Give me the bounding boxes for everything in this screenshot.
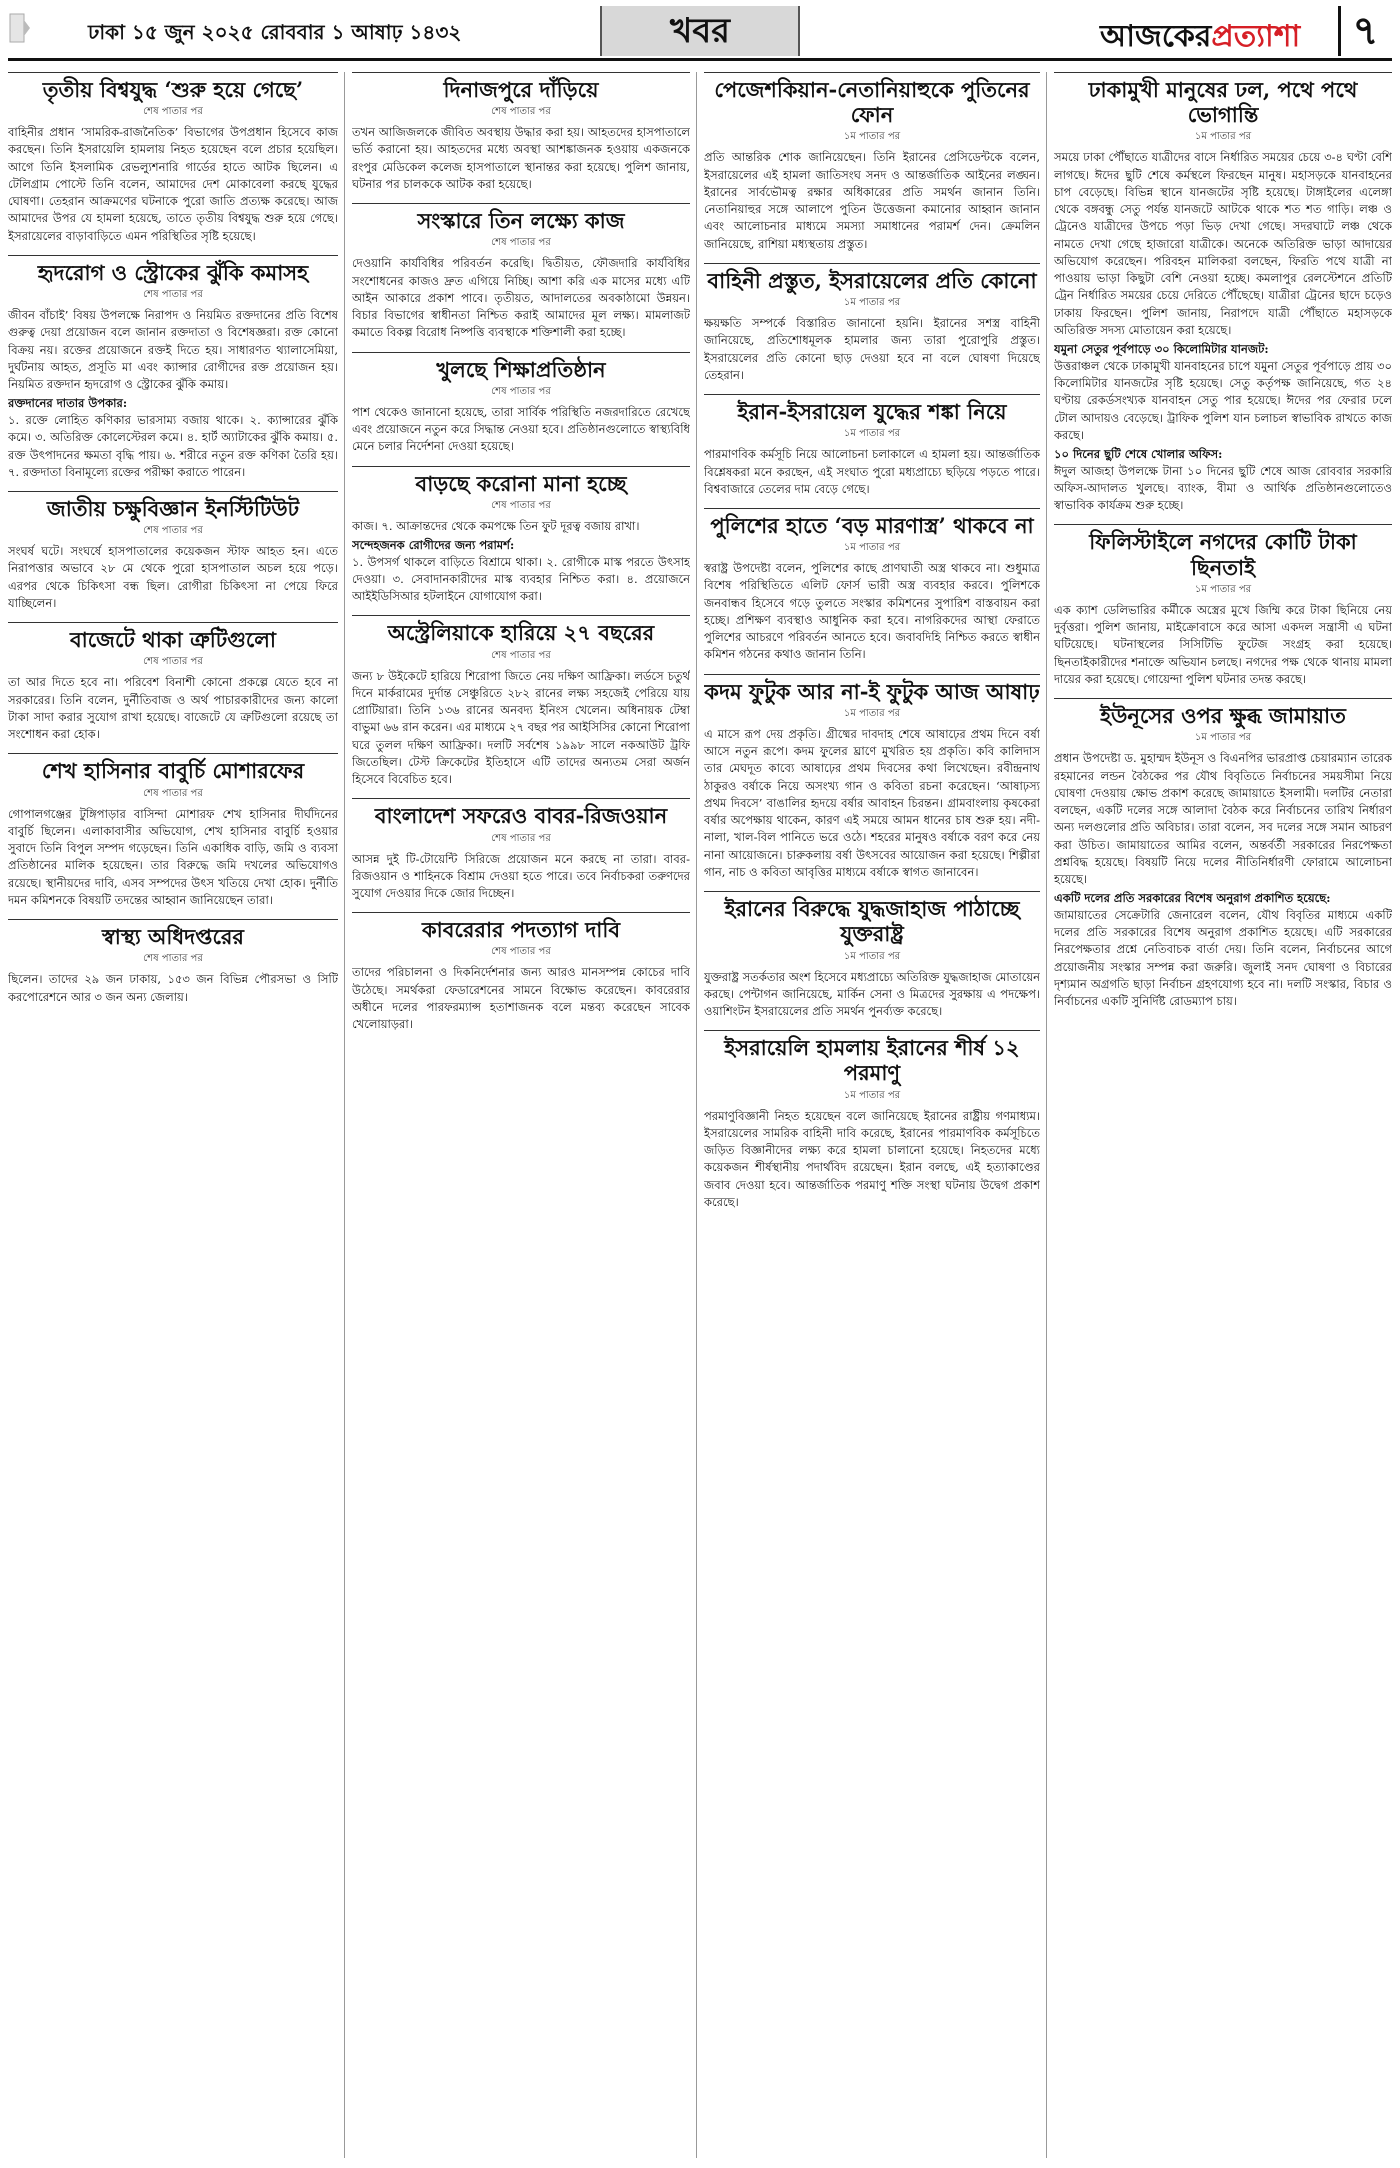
article-body: এক ক্যাশ ডেলিভারির কর্মীকে অস্ত্রের মুখে জিম্মি করে টাকা ছিনিয়ে নেয় দুর্বৃত্তরা। পুলিশ জানায়, মাইক্রোবাসে করে আসা একদল সন্ত্রাসী এ ঘটনা ঘটিয়েছে। ঘটনাস্থলের সিসিটিভি ফুটেজ সংগ্রহ করা হয়েছে। ছিনতাইকারীদের শনাক্তে অভিযান চলছে। নগদের পক্ষ থেকে থানায় মামলা দায়ের করা হয়েছে। গোয়েন্দা পুলিশ ঘটনার তদন্ত করছে। [1054,602,1392,686]
article-body: সংঘর্ষ ঘটে। সংঘর্ষে হাসপাতালের কয়েকজন স্টাফ আহত হন। এতে নিরাপত্তার অভাবে ২৮ মে থেকে পুরো হাসপাতাল অচল হয়ে পড়ে। এরপর থেকে চিকিৎসা বন্ধ ছিল। রোগীরা চিকিৎসা না পেয়ে ফিরে যাচ্ছিলেন। [8,544,338,610]
continuation-note: ১ম পাতার পর [843,542,901,554]
article-body: জন্য ৮ উইকেটে হারিয়ে শিরোপা জিতে নেয় দক্ষিণ আফ্রিকা। লর্ডসে চতুর্থ দিনে মার্করামের দুর্দান্ত সেঞ্চুরিতে ২৮২ রানের লক্ষ্য সহজেই পেরিয়ে যায় প্রোটিয়ারা। তিনি ১৩৬ রানের অনবদ্য ইনিংস খেলেন। অধিনায়ক টেম্বা বাভুমা ৬৬ রান করেন। এর মাধ্যমে ২৭ বছর পর আইসিসির কোনো শিরোপা ঘরে তুলল দক্ষিণ আফ্রিকা। দলটি সর্বশেষ ১৯৯৮ সালে নকআউট ট্রফি জিতেছিল। টেস্ট ক্রিকেটের ইতিহাসে এটি তাদের অন্যতম সেরা অর্জন হিসেবে বিবেচিত হবে। [352,668,690,787]
headline: বাহিনী প্রস্তুত, ইসরায়েলের প্রতি কোনো [704,263,1040,295]
headline: পুলিশের হাতে ‘বড় মারণাস্ত্র’ থাকবে না [704,508,1040,540]
continuation-note: শেষ পাতার পর [491,106,551,118]
article [8,491,338,612]
article-body: ক্ষয়ক্ষতি সম্পর্কে বিস্তারিত জানানো হয়নি। ইরানের সশস্ত্র বাহিনী জানিয়েছে, প্রতিশোধমূলক হামলার জন্য তারা পুরোপুরি প্রস্তুত। ইসরায়েলের প্রতি কোনো ছাড় দেওয়া হবে না বলে ঘোষণা দিয়েছে তেহরান। [704,316,1040,382]
continuation-note: ১ম পাতার পর [1194,131,1252,143]
article-body: আসন্ন দুই টি-টোয়েন্টি সিরিজে প্রয়োজন মনে করছে না তারা। বাবর-রিজওয়ান ও শাহিনকে বিশ্রাম দেওয়া হতে পারে। তবে নির্বাচকরা তরুণদের সুযোগ দেওয়ার দিকে জোর দিচ্ছেন। [352,851,690,901]
headline: জাতীয় চক্ষুবিজ্ঞান ইনস্টিটিউট [8,491,338,523]
article [352,352,690,456]
headline: ফিলিস্টাইলে নগদের কোটি টাকা ছিনতাই [1054,524,1392,581]
headline: কাবরেরার পদত্যাগ দাবি [352,912,690,944]
article-body: প্রধান উপদেষ্টা ড. মুহাম্মদ ইউনূস ও বিএনপির ভারপ্রাপ্ত চেয়ারম্যান তারেক রহমানের লন্ডন বৈঠকের পর যৌথ বিবৃতিতে নির্বাচনের সময়সীমা নিয়ে ঘোষণা দেওয়ায় ক্ষোভ প্রকাশ করেছে জামায়াতে ইসলামী। দলটির নেতারা বলছেন, একটি দলের সঙ্গে আলাদা বৈঠক করে নির্বাচনের তারিখ নির্ধারণ অন্য দলগুলোর প্রতি অবিচার। তারা বলেন, সব দলের সঙ্গে সমান আচরণ করা উচিত। জামায়াতের আমির বলেন, অন্তর্বর্তী সরকারের নিরপেক্ষতা প্রশ্নবিদ্ধ হয়েছে। বিষয়টি নিয়ে দলের নীতিনির্ধারণী ফোরামে আলোচনা হয়েছে। [1054,751,1392,887]
article-body: ১. উপসর্গ থাকলে বাড়িতে বিশ্রামে থাকা। ২. রোগীকে মাস্ক পরতে উৎসাহ দেওয়া। ৩. সেবাদানকারীদের মাস্ক ব্যবহার নিশ্চিত করা। ৪. প্রয়োজনে আইইডিসিআর হটলাইনে যোগাযোগ করা। [352,554,690,604]
article-body: এ মাসে রূপ দেয় প্রকৃতি। গ্রীষ্মের দাবদাহ শেষে আষাঢ়ের প্রথম দিনে বর্ষা আসে নতুন রূপে। কদম ফুলের ঘ্রাণে মুখরিত হয় প্রকৃতি। কবি কালিদাস তার মেঘদূত কাব্যে আষাঢ়ের প্রথম দিবসের কথা লিখেছেন। রবীন্দ্রনাথ ঠাকুরও বর্ষাকে নিয়ে অসংখ্য গান ও কবিতা রচনা করেছেন। ‘আষাঢ়স্য প্রথম দিবসে’ বাঙালির হৃদয়ে বর্ষার আবাহন চিরন্তন। গ্রামবাংলায় কৃষকেরা বর্ষার অপেক্ষায় থাকেন, কারণ এই সময়ে আমন ধানের চাষ শুরু হয়। নদী-নালা, খাল-বিল পানিতে ভরে ওঠে। শহরের মানুষও বর্ষাকে বরণ করে নেয় নানা আয়োজনে। চারুকলায় বর্ষা উৎসবের আয়োজন করা হয়েছে। শিল্পীরা গান, নাচ ও কবিতা আবৃত্তির মাধ্যমে বর্ষাকে স্বাগত জানাবেন। [704,726,1040,879]
article-body: যুক্তরাষ্ট্র সতর্কতার অংশ হিসেবে মধ্যপ্রাচ্যে অতিরিক্ত যুদ্ধজাহাজ মোতায়েন করছে। পেন্টাগন জানিয়েছে, মার্কিন সেনা ও মিত্রদের সুরক্ষায় এ পদক্ষেপ। ওয়াশিংটন ইসরায়েলের প্রতি সমর্থন পুনর্ব্যক্ত করেছে। [704,969,1040,1018]
column-2 [352,72,690,2158]
headline: ইউনূসের ওপর ক্ষুব্ধ জামায়াত [1054,698,1392,730]
continuation-note: ১ম পাতার পর [1194,732,1252,744]
headline: ইরানের বিরুদ্ধে যুদ্ধজাহাজ পাঠাচ্ছে যুক্তরাষ্ট্র [704,891,1040,948]
headline: দিনাজপুরে দাঁড়িয়ে [352,72,690,104]
article [352,203,690,341]
article-body: গোপালগঞ্জের টুঙ্গিপাড়ার বাসিন্দা মোশারফ শেখ হাসিনার দীর্ঘদিনের বাবুর্চি ছিলেন। এলাকাবাসীর অভিযোগ, শেখ হাসিনার বাবুর্চি হওয়ার সুবাদে তিনি বিপুল সম্পদ গড়েছেন। তিনি একাধিক বাড়ি, জমি ও ব্যবসা প্রতিষ্ঠানের মালিক হয়েছেন। তার বিরুদ্ধে জমি দখলের অভিযোগও রয়েছে। স্থানীয়দের দাবি, এসব সম্পদের উৎস খতিয়ে দেখা হোক। দুর্নীতি দমন কমিশনকে বিষয়টি তদন্তের আহ্বান জানিয়েছেন তারা। [8,806,338,907]
article-body: দেওয়ানি কার্যবিধির পরিবর্তন করেছি। দ্বিতীয়ত, ফৌজদারি কার্যবিধির সংশোধনের কাজও দ্রুত এগিয়ে নিচ্ছি। আশা করি এক মাসের মধ্যে এটি আইন আকারে প্রকাশ পাবে। তৃতীয়ত, আদালতের অবকাঠামো উন্নয়ন। বিচার বিভাগের স্বাধীনতা নিশ্চিত করাই আমাদের মূল লক্ষ্য। মামলাজট কমাতে বিকল্প বিরোধ নিষ্পত্তি ব্যবস্থাকে শক্তিশালী করা হচ্ছে। [352,256,690,340]
article [352,615,690,788]
continuation-note: ১ম পাতার পর [843,950,901,962]
article [704,1030,1040,1211]
headline: বাড়ছে করোনা মানা হচ্ছে [352,466,690,498]
continuation-note: ১ম পাতার পর [843,1089,901,1101]
headline: হৃদরোগ ও স্ট্রোকের ঝুঁকি কমাসহ [8,255,338,287]
article-body: পাশ থেকেও জানানো হয়েছে, তারা সার্বিক পরিস্থিতি নজরদারিতে রেখেছে এবং প্রয়োজনে নতুন করে সিদ্ধান্ত নেওয়া হবে। প্রতিষ্ঠানগুলোতে স্বাস্থ্যবিধি মেনে চলার নির্দেশনা দেওয়া হয়েছে। [352,404,690,454]
article-body: জীবন বাঁচাই’ বিষয় উপলক্ষে নিরাপদ ও নিয়মিত রক্তদানের প্রতি বিশেষ গুরুত্ব দেয়া প্রয়োজন বলে জানান রক্তদাতা ও বিশেষজ্ঞরা। রক্ত কোনো বিক্রয় নয়। রক্তের প্রয়োজনে রক্তই দিতে হয়। সাধারণত থ্যালাসেমিয়া, দুর্ঘটনায় আহত, প্রসূতি মা এবং ক্যান্সার রোগীদের রক্ত প্রয়োজন হয়। নিয়মিত রক্তদান হৃদরোগ ও স্ট্রোকের ঝুঁকি কমায়। [8,308,338,392]
column-rule [1046,72,1047,2158]
continuation-note: শেষ পাতার পর [491,499,551,511]
article [704,891,1040,1020]
article-body: পরমাণুবিজ্ঞানী নিহত হয়েছেন বলে জানিয়েছে ইরানের রাষ্ট্রীয় গণমাধ্যম। ইসরায়েলের সামরিক বাহিনী দাবি করেছে, ইরানের পারমাণবিক কর্মসূচিতে জড়িত বিজ্ঞানীদের লক্ষ্য করে হামলা চালানো হয়েছে। নিহতদের মধ্যে কয়েকজন শীর্ষস্থানীয় পদার্থবিদ রয়েছেন। ইরান বলছে, এই হত্যাকাণ্ডের জবাব দেওয়া হবে। আন্তর্জাতিক পরমাণু শক্তি সংস্থা ঘটনায় উদ্বেগ প্রকাশ করেছে। [704,1108,1040,1209]
continuation-note: শেষ পাতার পর [491,237,551,249]
continuation-note: শেষ পাতার পর [491,946,551,958]
continuation-note: শেষ পাতার পর [491,832,551,844]
headline: ইরান-ইসরায়েল যুদ্ধের শঙ্কা নিয়ে [704,394,1040,426]
masthead-divider [8,58,1392,61]
subheading: রক্তদানের দাতার উপকার: [8,396,128,411]
article-body: কাজ। ৭. আক্রান্তদের থেকে কমপক্ষে তিন ফুট দূরত্ব বজায় রাখা। [352,518,640,533]
article [352,912,690,1033]
article [352,798,690,902]
page-number: ৭ [1338,6,1390,56]
column-rule [696,72,697,2158]
continuation-note: শেষ পাতার পর [491,385,551,397]
page-turn-icon [8,12,32,44]
article-body: জামায়াতের সেক্রেটারি জেনারেল বলেন, যৌথ বিবৃতির মাধ্যমে একটি দলের প্রতি সরকারের বিশেষ অনুরাগ প্রকাশিত হয়েছে। এটি সরকারের নিরপেক্ষতার প্রশ্নে নেতিবাচক বার্তা দেয়। তিনি বলেন, নির্বাচনের আগে প্রয়োজনীয় সংস্কার সম্পন্ন করা জরুরি। জুলাই সনদ ঘোষণা ও বিচারের দৃশ্যমান অগ্রগতি ছাড়া নির্বাচন গ্রহণযোগ্য হবে না। দলটি সংস্কার, বিচার ও নির্বাচনের একটি সুনির্দিষ্ট রোডম্যাপ চায়। [1054,907,1392,1009]
article-body: স্বরাষ্ট্র উপদেষ্টা বলেন, পুলিশের কাছে প্রাণঘাতী অস্ত্র থাকবে না। শুধুমাত্র বিশেষ পরিস্থিতিতে এলিট ফোর্স ভারী অস্ত্র ব্যবহার করবে। পুলিশকে জনবান্ধব হিসেবে গড়ে তুলতে সংস্কার কমিশনের সুপারিশ বাস্তবায়ন করা হচ্ছে। প্রশিক্ষণ ব্যবস্থাও আধুনিক করা হবে। নাগরিকদের আস্থা ফেরাতে পুলিশের আচরণে পরিবর্তন আনতে হবে। জবাবদিহি নিশ্চিত করতে স্বাধীন কমিশন গঠনের কথাও জানান তিনি। [704,561,1040,662]
continuation-note: ১ম পাতার পর [1194,583,1252,595]
continuation-note: শেষ পাতার পর [143,953,203,965]
article-body: ঈদুল আজহা উপলক্ষে টানা ১০ দিনের ছুটি শেষে আজ রোববার সরকারি অফিস-আদালত খুলছে। ব্যাংক, বীমা ও আর্থিক প্রতিষ্ঠানগুলোতেও স্বাভাবিক কার্যক্রম শুরু হচ্ছে। [1054,463,1392,513]
article-body: প্রতি আন্তরিক শোক জানিয়েছেন। তিনি ইরানের প্রেসিডেন্টকে বলেন, ইসরায়েলের এই হামলা জাতিসংঘ সনদ ও আন্তর্জাতিক আইনের লঙ্ঘন। ইরানের সার্বভৌমত্ব রক্ষার অধিকারের প্রতি সমর্থন জানান তিনি। নেতানিয়াহুর সঙ্গে আলাপে পুতিন উত্তেজনা কমানোর আহ্বান জানান এবং আলোচনার মাধ্যমে সমস্যা সমাধানের পরামর্শ দেন। ক্রেমলিন জানিয়েছে, রাশিয়া মধ্যস্থতায় প্রস্তুত। [704,150,1040,251]
article [1054,72,1392,514]
headline: তৃতীয় বিশ্বযুদ্ধ ‘শুরু হয়ে গেছে’ [8,72,338,104]
column-3 [704,72,1040,2158]
subheading: ১০ দিনের ছুটি শেষে খোলার অফিস: [1054,447,1223,462]
article [704,263,1040,384]
article [8,72,338,245]
section-title: খবর [600,6,800,56]
continuation-note: শেষ পাতার পর [143,787,203,799]
masthead [0,0,1400,62]
article [8,622,338,743]
article [8,753,338,909]
article-body: তাদের পরিচালনা ও দিকনির্দেশনার জন্য আরও মানসম্পন্ন কোচের দাবি উঠেছে। সমর্থকরা ফেডারেশনের সামনে বিক্ষোভ করেছেন। কাবরেরার অধীনে দলের পারফরম্যান্স হতাশাজনক বলে মন্তব্য করেছেন সাবেক খেলোয়াড়রা। [352,965,690,1032]
article [352,72,690,193]
headline: সংস্কারে তিন লক্ষ্যে কাজ [352,203,690,235]
continuation-note: ১ম পাতার পর [843,297,901,309]
continuation-note: শেষ পাতার পর [491,649,551,661]
article-body: পারমাণবিক কর্মসূচি নিয়ে আলোচনা চলাকালে এ হামলা হয়। আন্তর্জাতিক বিশ্লেষকরা মনে করছেন, এই সংঘাত পুরো মধ্যপ্রাচ্যে ছড়িয়ে পড়তে পারে। বিশ্ববাজারে তেলের দাম বেড়ে গেছে। [704,447,1040,496]
continuation-note: শেষ পাতার পর [143,525,203,537]
headline: স্বাস্থ্য অধিদপ্তরের [8,919,338,951]
headline: বাংলাদেশ সফরেও বাবর-রিজওয়ান [352,798,690,830]
article [704,72,1040,253]
article-body: সময়ে ঢাকা পৌঁছাতে যাত্রীদের বাসে নির্ধারিত সময়ের চেয়ে ৩-৪ ঘণ্টা বেশি লাগছে। ঈদের ছুটি শেষে কর্মস্থলে ফিরছেন মানুষ। মহাসড়কে যানবাহনের চাপ বেড়েছে। বিভিন্ন স্থানে যানজটের সৃষ্টি হয়েছে। টাঙ্গাইলের এলেঙ্গা থেকে বঙ্গবন্ধু সেতু পর্যন্ত যানজটে আটকে থাকে শত শত গাড়ি। লঞ্চ ও ট্রেনেও যাত্রীদের উপচে পড়া ভিড় দেখা গেছে। সদরঘাটে লঞ্চ থেকে নামতে দেখা গেছে হাজারো যাত্রীকে। অনেকে অতিরিক্ত ভাড়া আদায়ের অভিযোগ করেছেন। পরিবহন মালিকরা বলছেন, ফিরতি পথে যাত্রী না পাওয়ায় ভাড়া কিছুটা বেশি নেওয়া হচ্ছে। কমলাপুর রেলস্টেশনে প্রতিটি ট্রেন নির্ধারিত সময়ের চেয়ে দেরিতে পৌঁছেছে। যাত্রীরা ট্রেনের ছাদে চড়েও ঢাকায় ফিরছেন। পুলিশ জানায়, নিরাপদে যাত্রী পৌঁছাতে মহাসড়কে অতিরিক্ত সদস্য মোতায়েন করা হয়েছে। [1054,150,1392,337]
article [8,919,338,1006]
headline: কদম ফুটুক আর না-ই ফুটুক আজ আষাঢ় [704,674,1040,706]
continuation-note: শেষ পাতার পর [143,656,203,668]
continuation-note: শেষ পাতার পর [143,289,203,301]
headline: পেজেশকিয়ান-নেতানিয়াহুকে পুতিনের ফোন [704,72,1040,129]
article-body: উত্তরাঞ্চল থেকে ঢাকামুখী যানবাহনের চাপে যমুনা সেতুর পূর্বপাড়ে প্রায় ৩০ কিলোমিটার যানজটের সৃষ্টি হয়েছে। সেতু কর্তৃপক্ষ জানিয়েছে, গত ২৪ ঘণ্টায় রেকর্ডসংখ্যক যানবাহন সেতু পার হয়েছে। ঈদের পর ফেরার ঢলে টোল আদায়ও বেড়েছে। ট্রাফিক পুলিশ যান চলাচল স্বাভাবিক রাখতে কাজ করছে। [1054,358,1392,442]
column-1 [8,72,338,2158]
continuation-note: ১ম পাতার পর [843,131,901,143]
logo-part-2: প্রত্যাশা [1211,19,1301,54]
article [704,394,1040,498]
article [1054,524,1392,688]
issue-date: ঢাকা ১৫ জুন ২০২৫ রোববার ১ আষাঢ় ১৪৩২ [88,20,462,44]
column-4 [1054,72,1392,2158]
article [352,466,690,606]
headline: বাজেটে থাকা ত্রুটিগুলো [8,622,338,654]
logo-part-1: আজকের [1100,19,1212,54]
headline: ঢাকামুখী মানুষের ঢল, পথে পথে ভোগান্তি [1054,72,1392,129]
subheading: সন্দেহজনক রোগীদের জন্য পরামর্শ: [352,538,515,552]
article [704,508,1040,664]
article [8,255,338,481]
article-body: তখন আজিজলকে জীবিত অবস্থায় উদ্ধার করা হয়। আহতদের হাসপাতালে ভর্তি করানো হয়। আহতদের মধ্যে অবস্থা আশঙ্কাজনক হওয়ায় একজনকে রংপুর মেডিকেল কলেজ হাসপাতালে স্থানান্তর করা হয়েছে। পুলিশ জানায়, ঘটনার পর চালককে আটক করা হয়েছে। [352,125,690,191]
article-body: ১. রক্তে লোহিত কণিকার ভারসাম্য বজায় থাকে। ২. ক্যান্সারের ঝুঁকি কমে। ৩. অতিরিক্ত কোলেস্টেরল কমে। ৪. হার্ট অ্যাটাকের ঝুঁকি কমায়। ৫. রক্ত উৎপাদনের ক্ষমতা বৃদ্ধি পায়। ৬. শরীরে নতুন রক্ত কণিকা তৈরি হয়। ৭. রক্তদাতা বিনামূল্যে রক্তের পরীক্ষা করাতে পারেন। [8,413,338,479]
continuation-note: ১ম পাতার পর [843,707,901,719]
article-body: বাহিনীর প্রধান ‘সামরিক-রাজনৈতিক’ বিভাগের উপপ্রধান হিসেবে কাজ করছেন। তিনি ইসরায়েলি হামলায় নিহত হয়েছেন বলে প্রচার হয়েছিল। আগে তিনি ইসলামিক রেভল্যুশনারি গার্ডের হাতে আটক ছিলেন। এ টেলিগ্রাম পোস্টে তিনি বলেন, আমাদের দেশ মোকাবেলা করছে যুদ্ধের ঘোষণা। তেহরান আক্রমণের ঘটনাকে পুরো জাতি প্রত্যক্ষ করেছে। আজ আমাদের উপর যে হামলা হয়েছে, তাতে তৃতীয় বিশ্বযুদ্ধ শুরু হয়ে গেছে। ইসরায়েলের বাড়াবাড়িতে এমন পরিস্থিতির সৃষ্টি হয়েছে। [8,125,338,243]
article-body: তা আর দিতে হবে না। পরিবেশ বিনাশী কোনো প্রকল্পে যেতে হবে না সরকারের। তিনি বলেন, দুর্নীতিবাজ ও অর্থ পাচারকারীদের জন্য কালো টাকা সাদা করার সুযোগ রাখা হয়েছে। বাজেটে যে ত্রুটিগুলো রয়েছে তা সংশোধন করা হোক। [8,675,338,742]
article [704,674,1040,881]
continuation-note: শেষ পাতার পর [143,106,203,118]
newspaper-logo [1100,12,1300,63]
continuation-note: ১ম পাতার পর [843,428,901,440]
subheading: যমুনা সেতুর পূর্বপাড়ে ৩০ কিলোমিটার যানজট: [1054,342,1269,357]
subheading: একটি দলের প্রতি সরকারের বিশেষ অনুরাগ প্রকাশিত হয়েছে: [1054,891,1331,906]
article [1054,698,1392,1010]
headline: খুলছে শিক্ষাপ্রতিষ্ঠান [352,352,690,384]
column-rule [344,72,345,2158]
article-body: ছিলেন। তাদের ২৯ জন ঢাকায়, ১৫৩ জন বিভিন্ন পৌরসভা ও সিটি করপোরেশনে আর ৩ জন অন্য জেলায়। [8,972,338,1004]
headline: শেখ হাসিনার বাবুর্চি মোশারফের [8,753,338,785]
headline: ইসরায়েলি হামলায় ইরানের শীর্ষ ১২ পরমাণু [704,1030,1040,1087]
headline: অস্ট্রেলিয়াকে হারিয়ে ২৭ বছরের [352,615,690,647]
